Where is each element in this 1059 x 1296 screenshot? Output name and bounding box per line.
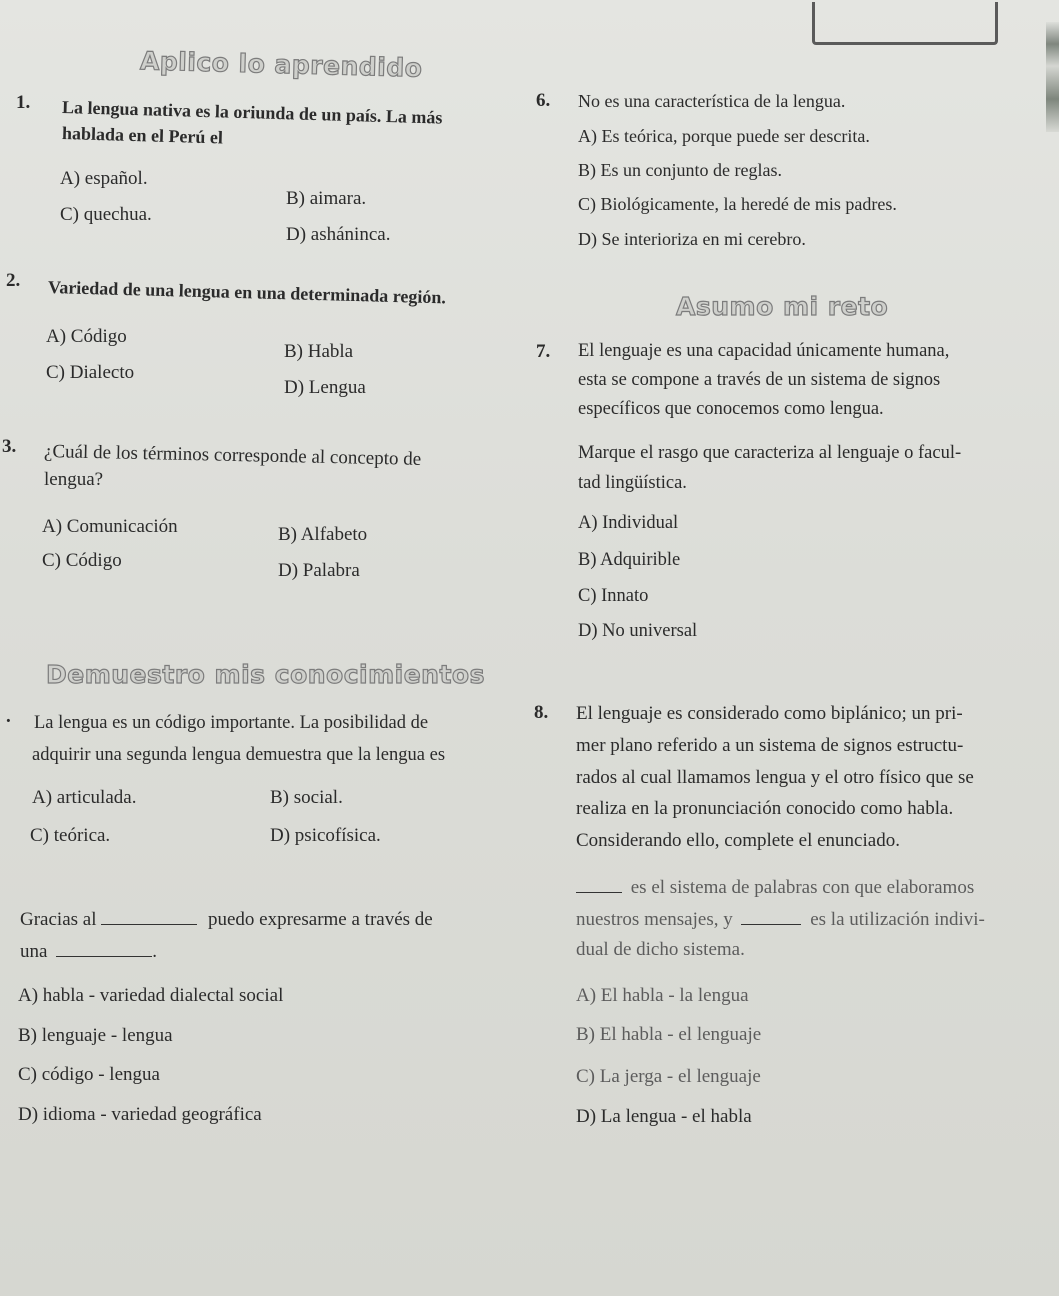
q8-line-1: El lenguaje es considerado como biplánico; un pri- (576, 703, 963, 724)
q3-option-d[interactable]: D) Palabra (278, 560, 360, 581)
q8-fill-2b: es la utilización indivi- (810, 909, 985, 930)
q1-option-d[interactable]: D) asháninca. (286, 224, 391, 245)
q8-line-3: rados al cual llamamos lengua y el otro físico que se (576, 767, 974, 788)
q8-number: 8. (534, 702, 549, 723)
q8-line-2: mer plano referido a un sistema de signos estructu- (576, 735, 964, 756)
q7-option-d[interactable]: D) No universal (578, 621, 698, 641)
q8-fill-line-1 (576, 876, 974, 900)
q7-option-a[interactable]: A) Individual (578, 513, 679, 533)
q8-fill-line-2 (576, 908, 985, 932)
answer-box (812, 2, 998, 45)
q5-option-c[interactable]: C) código - lengua (18, 1064, 160, 1085)
q8-blank-2[interactable] (741, 924, 801, 925)
q1-option-c[interactable]: C) quechua. (60, 204, 152, 225)
q3-number: 3. (2, 436, 17, 457)
q1-line2: hablada en el Perú el (61, 123, 224, 148)
q1-number: 1. (16, 92, 31, 113)
q2-option-c[interactable]: C) Dialecto (46, 362, 135, 383)
q5-line2 (20, 940, 157, 964)
q5-text-d: . (152, 941, 157, 962)
q5-blank-2[interactable] (56, 956, 152, 957)
q8-option-a[interactable]: A) El habla - la lengua (576, 985, 749, 1006)
q6-option-d[interactable]: D) Se interioriza en mi cerebro. (578, 229, 806, 249)
q8-option-b[interactable]: B) El habla - el lenguaje (576, 1024, 762, 1045)
q1-option-a[interactable]: A) español. (60, 168, 148, 189)
q3-option-c[interactable]: C) Código (42, 550, 122, 571)
q6-option-b[interactable]: B) Es un conjunto de reglas. (578, 160, 782, 180)
q4-option-a[interactable]: A) articulada. (32, 787, 137, 808)
q7-option-c[interactable]: C) Innato (578, 586, 649, 606)
q4-number: . (6, 706, 11, 727)
q7-number: 7. (536, 341, 551, 362)
q5-text-b: puedo expresarme a través de (207, 909, 433, 930)
q8-option-c[interactable]: C) La jerga - el lenguaje (576, 1066, 761, 1087)
q1-option-b[interactable]: B) aimara. (286, 188, 367, 209)
q2-option-d[interactable]: D) Lengua (284, 377, 366, 398)
q5-option-d[interactable]: D) idioma - variedad geográfica (18, 1104, 262, 1125)
q6-text: No es una característica de la lengua. (578, 91, 846, 111)
q2-option-a[interactable]: A) Código (46, 326, 127, 347)
q3-option-b[interactable]: B) Alfabeto (278, 524, 368, 545)
q5-text-a: Gracias al (20, 909, 97, 930)
q4-line1: La lengua es un código importante. La posibilidad de (34, 713, 429, 733)
q3-option-a[interactable]: A) Comunicación (42, 516, 178, 537)
q7-prompt-2: tad lingüística. (578, 473, 687, 493)
q2-text: Variedad de una lengua en una determinada región. (47, 277, 447, 308)
q6-option-a[interactable]: A) Es teórica, porque puede ser descrita. (578, 126, 870, 146)
q8-line-4: realiza en la pronunciación conocido como habla. (576, 798, 954, 819)
q2-number: 2. (6, 270, 21, 291)
q4-line2: adquirir una segunda lengua demuestra que la lengua es (32, 745, 446, 765)
q5-blank-1[interactable] (101, 924, 197, 925)
section-title-demuestro: Demuestro mis conocimientos (46, 660, 485, 689)
q5-line1 (20, 908, 433, 932)
q7-line-2: esta se compone a través de un sistema de signos (578, 370, 941, 390)
q8-fill-2a: nuestros mensajes, y (576, 909, 733, 930)
q5-text-c: una (20, 941, 48, 962)
q8-blank-1[interactable] (576, 892, 622, 893)
q7-line-3: específicos que conocemos como lengua. (578, 399, 884, 419)
q4-option-d[interactable]: D) psicofísica. (270, 825, 381, 846)
q8-option-d[interactable]: D) La lengua - el habla (576, 1106, 752, 1127)
q6-option-c[interactable]: C) Biológicamente, la heredé de mis padres. (578, 194, 897, 214)
q8-fill-1: es el sistema de palabras con que elaboramos (630, 877, 975, 898)
q7-option-b[interactable]: B) Adquirible (578, 550, 681, 570)
q1-line1: La lengua nativa es la oriunda de un país. La más (61, 97, 443, 128)
q5-option-b[interactable]: B) lenguaje - lengua (18, 1025, 173, 1046)
q7-prompt-1: Marque el rasgo que caracteriza al lenguaje o facul- (578, 443, 962, 463)
page-edge-mark (1046, 22, 1059, 132)
q5-option-a[interactable]: A) habla - variedad dialectal social (18, 985, 284, 1006)
section-title-aplico: Aplico lo aprendido (139, 46, 423, 83)
q4-option-c[interactable]: C) teórica. (30, 825, 111, 846)
q4-option-b[interactable]: B) social. (270, 787, 343, 808)
q6-number: 6. (536, 90, 551, 111)
q8-fill-line-3: dual de dicho sistema. (576, 939, 745, 960)
section-title-asumo: Asumo mi reto (676, 292, 889, 321)
q2-option-b[interactable]: B) Habla (284, 341, 354, 362)
q3-line2: lengua? (44, 469, 104, 490)
q3-line1: ¿Cuál de los términos corresponde al concepto de (43, 441, 422, 470)
q8-line-5: Considerando ello, complete el enunciado. (576, 830, 900, 851)
q7-line-1: El lenguaje es una capacidad únicamente humana, (578, 341, 950, 361)
